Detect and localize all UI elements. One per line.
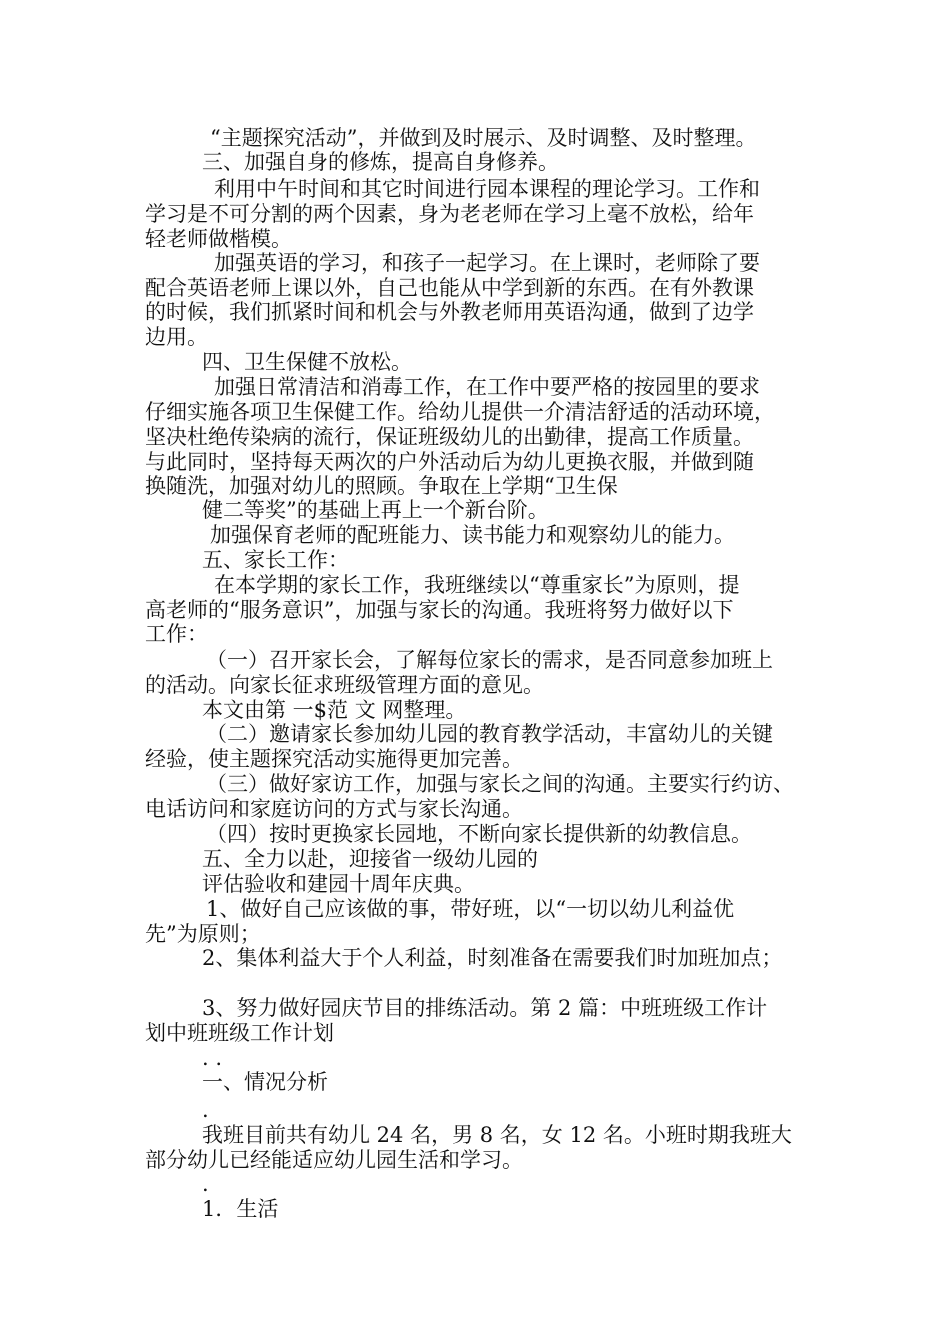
text-line: 学习是不可分割的两个因素，身为老老师在学习上毫不放松，给年 — [145, 202, 754, 226]
text-line: 换随洗，加强对幼儿的照顾。争取在上学期“卫生保 — [145, 474, 618, 498]
text-line: 配合英语老师上课以外，自己也能从中学到新的东西。在有外教课 — [145, 276, 754, 300]
section-heading: 三、加强自身的修炼，提高自身修养。 — [202, 150, 559, 174]
text-line: 的时候，我们抓紧时间和机会与外教老师用英语沟通，做到了边学 — [145, 300, 754, 324]
text-line: 高老师的“服务意识”，加强与家长的沟通。我班将努力做好以下 — [145, 598, 734, 622]
text-line: 坚决杜绝传染病的流行，保证班级幼儿的出勤律，提高工作质量。 — [145, 425, 754, 449]
text-line: 本文由第 一$范 文 网整理。 — [202, 698, 467, 722]
text-line: . — [202, 1172, 209, 1196]
section-heading: 五、家长工作： — [202, 548, 349, 572]
text-line: （三）做好家访工作，加强与家长之间的沟通。主要实行约访、 — [206, 772, 794, 796]
text-line: （四）按时更换家长园地，不断向家长提供新的幼教信息。 — [206, 822, 752, 846]
text-line: 利用中午时间和其它时间进行园本课程的理论学习。工作和 — [214, 177, 760, 201]
text-line: 部分幼儿已经能适应幼儿园生活和学习。 — [145, 1148, 523, 1172]
text-line: 1、做好自己应该做的事，带好班，以“一切以幼儿利益优 — [206, 897, 735, 921]
text-line: 工作： — [145, 622, 208, 646]
text-line: 在本学期的家长工作，我班继续以“尊重家长”为原则，提 — [214, 573, 740, 597]
section-heading: 四、卫生保健不放松。 — [202, 350, 412, 374]
text-line: 我班目前共有幼儿 24 名，男 8 名，女 12 名。小班时期我班大 — [202, 1123, 792, 1147]
text-line: 电话访问和家庭访问的方式与家长沟通。 — [145, 797, 523, 821]
text-line: 加强日常清洁和消毒工作，在工作中要严格的按园里的要求 — [214, 375, 760, 399]
text-line: （一）召开家长会，了解每位家长的需求，是否同意参加班上 — [206, 648, 773, 672]
text-line: 2、集体利益大于个人利益，时刻准备在需要我们时加班加点； — [202, 946, 783, 970]
text-line: 加强英语的学习，和孩子一起学习。在上课时，老师除了要 — [214, 251, 760, 275]
text-line: 仔细实施各项卫生保健工作。给幼儿提供一介清洁舒适的活动环境， — [145, 400, 775, 424]
text-line: 划中班班级工作计划 — [145, 1021, 334, 1045]
text-line: 经验，使主题探究活动实施得更加完善。 — [145, 747, 523, 771]
section-heading: 1．生活 — [202, 1197, 279, 1221]
section-heading: 一、情况分析 — [202, 1070, 328, 1094]
text-line: 边用。 — [145, 325, 208, 349]
text-line: 轻老师做楷模。 — [145, 227, 292, 251]
text-line: 评估验收和建园十周年庆典。 — [202, 872, 475, 896]
text-line: “主题探究活动”，并做到及时展示、及时调整、及时整理。 — [210, 126, 757, 150]
section-heading: 五、全力以赴，迎接省一级幼儿园的 — [202, 847, 538, 871]
text-line: 的活动。向家长征求班级管理方面的意见。 — [145, 673, 544, 697]
text-line: 加强保育老师的配班能力、读书能力和观察幼儿的能力。 — [210, 523, 735, 547]
text-line: 与此同时，坚持每天两次的户外活动后为幼儿更换衣服，并做到随 — [145, 450, 754, 474]
text-line: . . — [202, 1046, 223, 1070]
text-line: 先”为原则； — [145, 922, 261, 946]
text-line: . — [202, 1098, 209, 1122]
text-line: （二）邀请家长参加幼儿园的教育教学活动，丰富幼儿的关键 — [206, 722, 773, 746]
text-line: 健二等奖”的基础上再上一个新台阶。 — [202, 498, 549, 522]
text-line: 3、努力做好园庆节目的排练活动。第 2 篇：中班班级工作计 — [202, 996, 768, 1020]
